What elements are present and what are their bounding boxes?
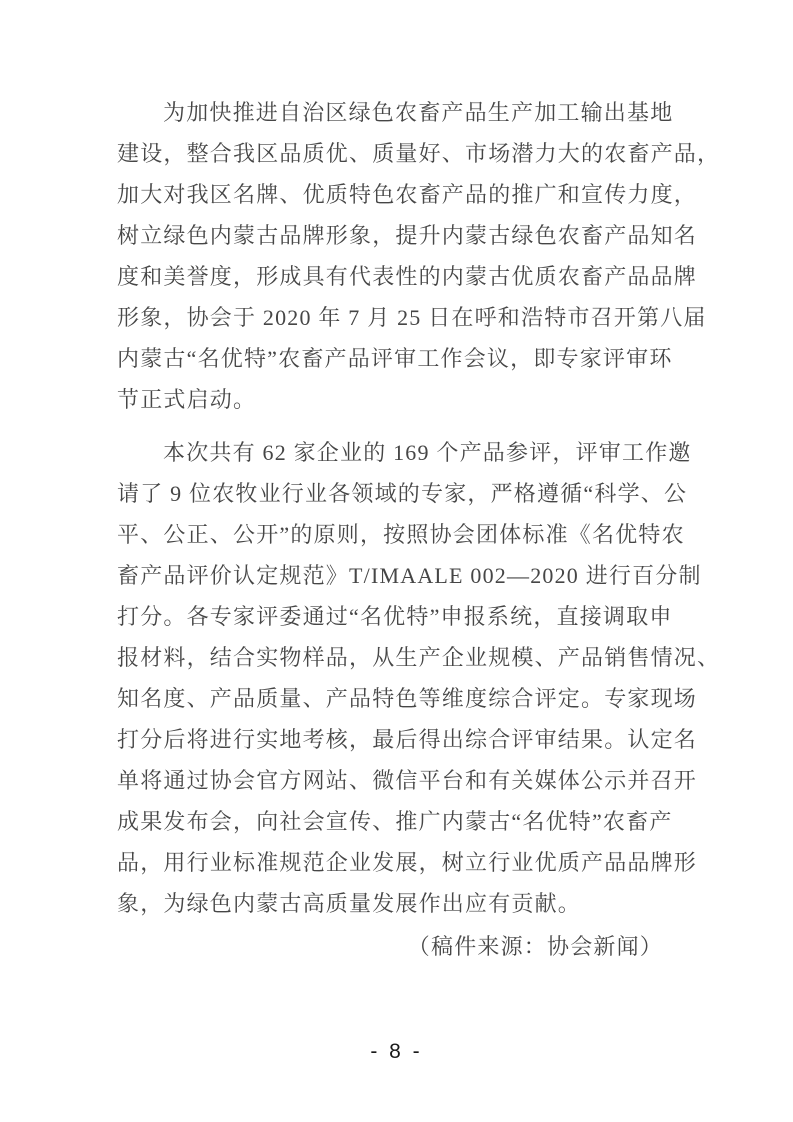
text-line: 象，为绿色内蒙古高质量发展作出应有贡献。 xyxy=(117,891,582,916)
text-line: 打分。各专家评委通过“名优特”申报系统，直接调取申 xyxy=(117,604,673,629)
text-line: 本次共有 62 家企业的 169 个产品参评，评审工作邀 xyxy=(163,440,692,465)
paragraph xyxy=(117,92,721,420)
text-line: 度和美誉度，形成具有代表性的内蒙古优质农畜产品品牌 xyxy=(117,264,698,289)
text-line: 知名度、产品质量、产品特色等维度综合评定。专家现场 xyxy=(117,686,698,711)
text-line: 平、公正、公开”的原则，按照协会团体标准《名优特农 xyxy=(117,522,685,547)
text-line: 内蒙古“名优特”农畜产品评审工作会议，即专家评审环 xyxy=(117,346,673,371)
text-line: 报材料，结合实物样品，从生产企业规模、产品销售情况、 xyxy=(117,645,721,670)
text-line: 形象，协会于 2020 年 7 月 25 日在呼和浩特市召开第八届 xyxy=(117,305,707,330)
text-line: 节正式启动。 xyxy=(117,387,257,412)
document-body xyxy=(117,92,721,967)
paragraphs-container xyxy=(117,92,721,924)
page-number: - 8 - xyxy=(370,1040,423,1063)
text-line: 树立绿色内蒙古品牌形象，提升内蒙古绿色农畜产品知名 xyxy=(117,223,698,248)
text-line: 品，用行业标准规范企业发展，树立行业优质产品品牌形 xyxy=(117,850,698,875)
text-line: 单将通过协会官方网站、微信平台和有关媒体公示并召开 xyxy=(117,768,698,793)
text-line: 建设，整合我区品质优、质量好、市场潜力大的农畜产品， xyxy=(117,141,721,166)
text-line: 打分后将进行实地考核，最后得出综合评审结果。认定名 xyxy=(117,727,698,752)
text-line: 成果发布会，向社会宣传、推广内蒙古“名优特”农畜产 xyxy=(117,809,673,834)
text-line: 请了 9 位农牧业行业各领域的专家，严格遵循“科学、公 xyxy=(117,481,688,506)
text-line: 畜产品评价认定规范》T/IMAALE 002—2020 进行百分制 xyxy=(117,563,702,588)
paragraph xyxy=(117,432,721,924)
source-note: （稿件来源：协会新闻） xyxy=(407,934,663,959)
text-line: 为加快推进自治区绿色农畜产品生产加工输出基地 xyxy=(163,100,674,125)
text-line: 加大对我区名牌、优质特色农畜产品的推广和宣传力度， xyxy=(117,182,698,207)
